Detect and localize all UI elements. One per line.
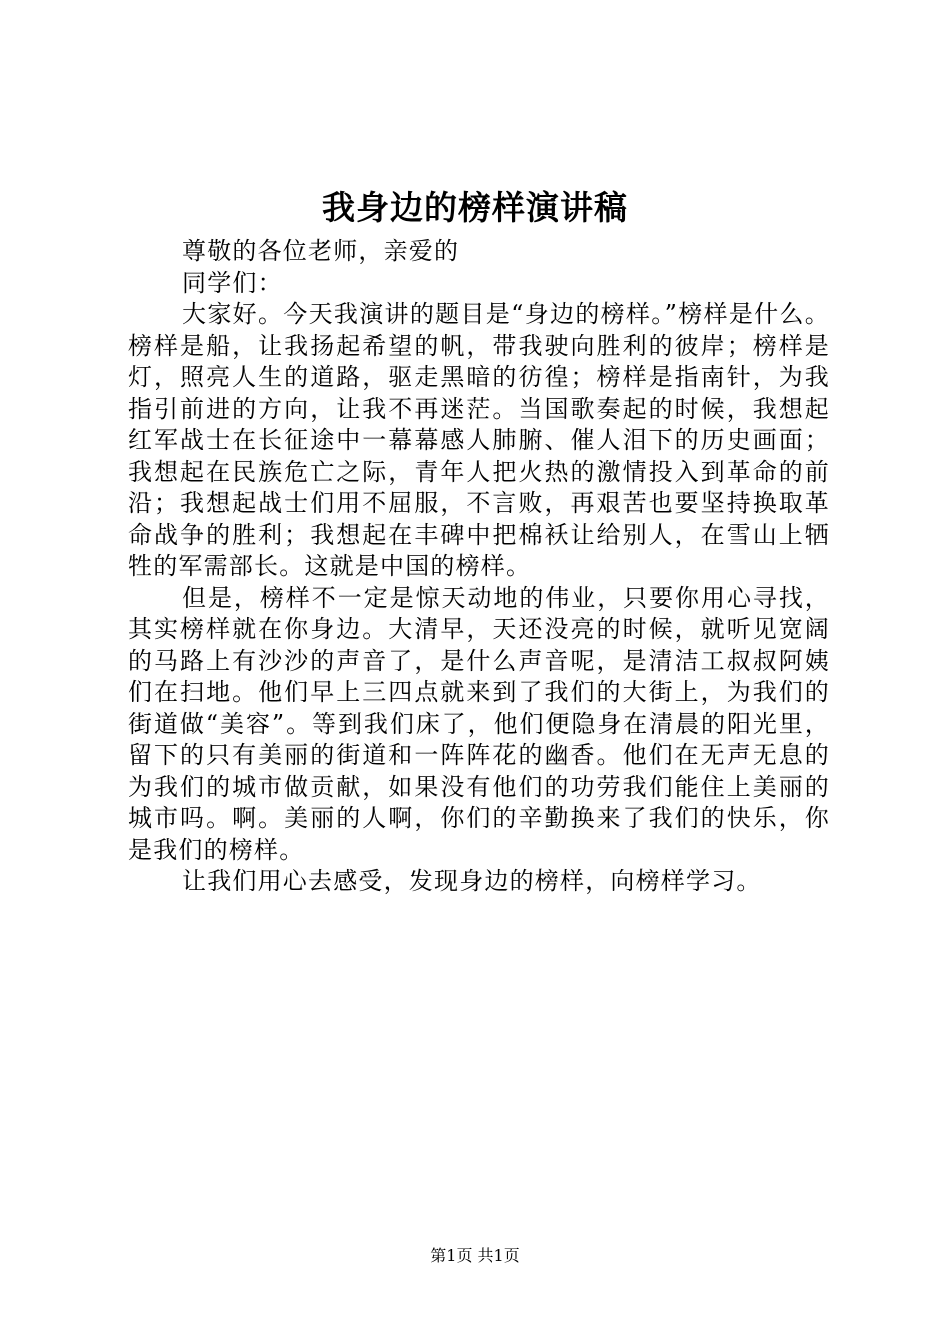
paragraph-1: 大家好。今天我演讲的题目是“身边的榜样。”榜样是什么。榜样是船，让我扬起希望的帆，带我驶向胜利的彼岸；榜样是灯，照亮人生的道路，驱走黑暗的彷徨；榜样是指南针，为我指引前进的方向，让我不再迷茫。当国歌奏起的时候，我想起红军战士在长征途中一幕幕感人肺腑、催人泪下的历史画面；我想起在民族危亡之际，青年人把火热的激情投入到革命的前沿；我想起战士们用不屈服，不言败，再艰苦也要坚持换取革命战争的胜利；我想起在丰碑中把棉袄让给别人，在雪山上牺牲的军需部长。这就是中国的榜样。 xyxy=(128,300,830,580)
salutation-line-2: 同学们： xyxy=(182,268,283,297)
document-body xyxy=(128,236,830,898)
page-footer: 第1页 共1页 xyxy=(430,1246,520,1265)
paragraph-3: 让我们用心去感受，发现身边的榜样，向榜样学习。 xyxy=(182,867,762,895)
salutation-line-1: 尊敬的各位老师，亲爱的 xyxy=(182,237,460,265)
paragraph-2: 但是，榜样不一定是惊天动地的伟业，只要你用心寻找，其实榜样就在你身边。大清早，天还没亮的时候，就听见宽阔的马路上有沙沙的声音了，是什么声音呢，是清洁工叔叔阿姨们在扫地。他们早上三四点就来到了我们的大街上，为我们的街道做“美容”。等到我们床了，他们便隐身在清晨的阳光里，留下的只有美丽的街道和一阵阵花的幽香。他们在无声无息的为我们的城市做贡献，如果没有他们的功劳我们能住上美丽的城市吗。啊。美丽的人啊，你们的辛勤换来了我们的快乐，你是我们的榜样。 xyxy=(128,583,830,864)
document-title: 我身边的榜样演讲稿 xyxy=(322,188,628,227)
